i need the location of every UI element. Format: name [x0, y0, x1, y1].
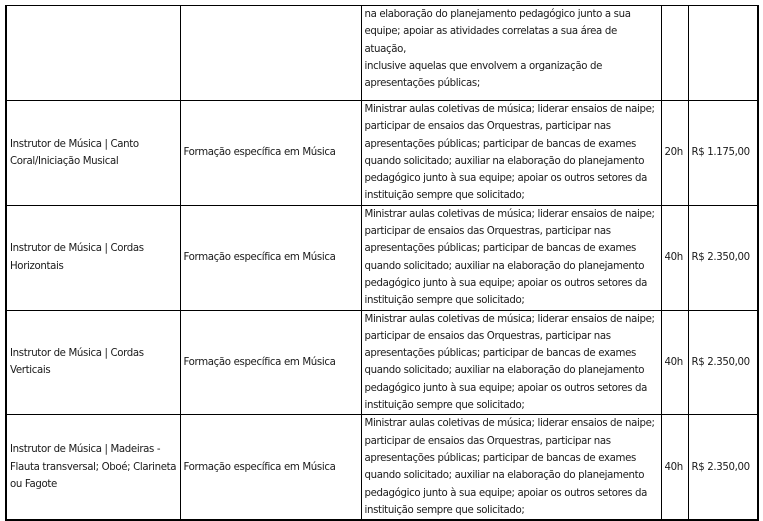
- role-line: Instrutor de Música | Madeiras -: [10, 444, 161, 456]
- description-line: participar de ensaios das Orquestras, participar nas: [364, 121, 611, 133]
- salary-cell: R$ 1.175,00: [688, 101, 758, 206]
- salary-cell: R$ 2.350,00: [688, 310, 758, 415]
- description-line: quando solicitado; auxiliar na elaboração do planejamento: [364, 260, 645, 272]
- description-cell: [361, 6, 661, 101]
- role-cell: [6, 6, 180, 101]
- hours-cell: 20h: [661, 101, 688, 206]
- description-line: participar de ensaios das Orquestras, participar nas: [364, 330, 611, 342]
- hours-cell: 40h: [661, 310, 688, 415]
- description-line: apresentações públicas; participar de bancas de exames: [364, 452, 636, 464]
- description-line: instituição sempre que solicitado;: [364, 504, 525, 516]
- description-line: instituição sempre que solicitado;: [364, 190, 525, 202]
- requirement-cell: [180, 6, 361, 101]
- role-cell: [6, 415, 180, 520]
- role-line: Instrutor de Música | Cordas: [10, 243, 144, 255]
- description-line: Ministrar aulas coletivas de música; liderar ensaios de naipe;: [364, 104, 655, 115]
- description-line: inclusive aquelas que envolvem a organização de: [364, 60, 603, 72]
- table-row-continued: [6, 6, 758, 101]
- description-line: quando solicitado; auxiliar na elaboração do planejamento: [364, 470, 645, 482]
- requirement-cell: Formação específica em Música: [180, 101, 361, 206]
- salary-cell: R$ 2.350,00: [688, 415, 758, 520]
- table-row: [6, 101, 758, 206]
- description-line: pedagógico junto à sua equipe; apoiar os outros setores da: [364, 277, 648, 289]
- description-line: pedagógico junto à sua equipe; apoiar os outros setores da: [364, 173, 648, 185]
- requirement-cell: Formação específica em Música: [180, 415, 361, 520]
- description-line: participar de ensaios das Orquestras, participar nas: [364, 435, 611, 447]
- requirement-cell: Formação específica em Música: [180, 205, 361, 310]
- role-line: Verticais: [10, 365, 51, 377]
- hours-cell: 40h: [661, 205, 688, 310]
- role-line: Instrutor de Música | Canto: [10, 138, 139, 150]
- description-cell: [361, 310, 661, 415]
- role-line: Coral/Iniciação Musical: [10, 155, 119, 167]
- table-row: [6, 310, 758, 415]
- description-line: pedagógico junto à sua equipe; apoiar os outros setores da: [364, 382, 648, 394]
- role-cell: [6, 205, 180, 310]
- description-line: Ministrar aulas coletivas de música; liderar ensaios de naipe;: [364, 313, 655, 325]
- description-line: apresentações públicas; participar de bancas de exames: [364, 348, 636, 360]
- description-line: na elaboração do planejamento pedagógico junto a sua: [364, 9, 631, 20]
- description-line: apresentações públicas; participar de bancas de exames: [364, 243, 636, 255]
- hours-cell: 40h: [661, 415, 688, 520]
- description-line: quando solicitado; auxiliar na elaboração do planejamento: [364, 365, 645, 377]
- description-line: instituição sempre que solicitado;: [364, 295, 525, 307]
- role-line: Flauta transversal; Oboé; Clarineta: [10, 461, 177, 473]
- salary-cell: [688, 6, 758, 101]
- description-line: equipe; apoiar as atividades correlatas a sua área de atuação,: [364, 26, 617, 55]
- hours-cell: [661, 6, 688, 101]
- description-line: apresentações públicas; participar de bancas de exames: [364, 138, 636, 150]
- salary-cell: R$ 2.350,00: [688, 205, 758, 310]
- role-line: Horizontais: [10, 260, 64, 272]
- description-cell: [361, 415, 661, 520]
- role-cell: [6, 101, 180, 206]
- table-body: [6, 6, 758, 521]
- requirement-cell: Formação específica em Música: [180, 310, 361, 415]
- description-cell: [361, 205, 661, 310]
- description-line: pedagógico junto à sua equipe; apoiar os outros setores da: [364, 487, 648, 499]
- description-line: Ministrar aulas coletivas de música; liderar ensaios de naipe;: [364, 418, 655, 430]
- description-line: Ministrar aulas coletivas de música; liderar ensaios de naipe;: [364, 208, 655, 220]
- description-line: quando solicitado; auxiliar na elaboração do planejamento: [364, 155, 645, 167]
- table-row: [6, 205, 758, 310]
- description-line: apresentações públicas;: [364, 78, 480, 90]
- role-cell: [6, 310, 180, 415]
- description-line: participar de ensaios das Orquestras, participar nas: [364, 226, 611, 238]
- description-cell: [361, 101, 661, 206]
- role-line: Instrutor de Música | Cordas: [10, 348, 144, 360]
- table-row: [6, 415, 758, 520]
- job-positions-table: [5, 5, 759, 521]
- role-line: ou Fagote: [10, 478, 57, 490]
- description-line: instituição sempre que solicitado;: [364, 400, 525, 412]
